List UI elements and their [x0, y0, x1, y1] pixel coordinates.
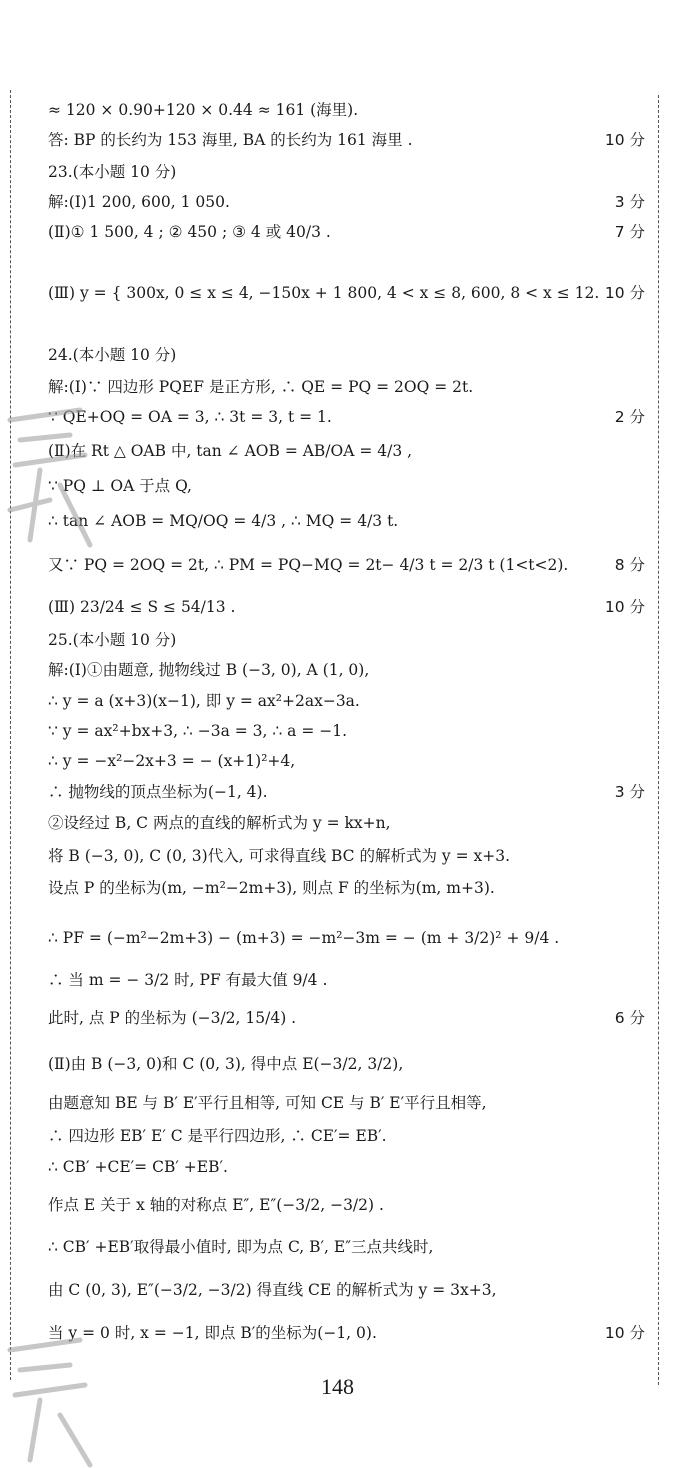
solution-line: 由 C (0, 3), E″(−3/2, −3/2) 得直线 CE 的解析式为 y = 3x+3,	[48, 1281, 497, 1299]
score-label: 10 分	[604, 1324, 645, 1342]
solution-line: ∵ PQ ⊥ OA 于点 Q,	[48, 477, 192, 495]
solution-line: ∴ 抛物线的顶点坐标为(−1, 4).	[48, 783, 268, 801]
score-label: 7 分	[614, 223, 645, 241]
solution-line: ∵ y = ax²+bx+3, ∴ −3a = 3, ∴ a = −1.	[48, 722, 348, 740]
solution-line: 由题意知 BE 与 B′ E′平行且相等, 可知 CE 与 B′ E′平行且相等,	[48, 1094, 487, 1112]
solution-line: ∴ CB′ +CE′= CB′ +EB′.	[48, 1158, 228, 1176]
solution-line: ②设经过 B, C 两点的直线的解析式为 y = kx+n,	[48, 814, 391, 832]
solution-line: ∴ y = −x²−2x+3 = − (x+1)²+4,	[48, 752, 296, 770]
solution-line: 作点 E 关于 x 轴的对称点 E″, E″(−3/2, −3/2) .	[48, 1196, 384, 1214]
solution-line: ∴ tan ∠ AOB = MQ/OQ = 4/3 , ∴ MQ = 4/3 t.	[48, 512, 399, 530]
solution-line: ∴ PF = (−m²−2m+3) − (m+3) = −m²−3m = − (m + 3/2)² + 9/4 .	[48, 929, 560, 947]
solution-line: ∴ 四边形 EB′ E′ C 是平行四边形, ∴ CE′= EB′.	[48, 1127, 387, 1145]
score-label: 6 分	[614, 1009, 645, 1027]
solution-line: ∵ QE+OQ = OA = 3, ∴ 3t = 3, t = 1.	[48, 408, 332, 426]
solution-line: 此时, 点 P 的坐标为 (−3/2, 15/4) .	[48, 1009, 297, 1027]
solution-line: 24.(本小题 10 分)	[48, 346, 177, 364]
solution-line: 23.(本小题 10 分)	[48, 163, 177, 181]
solution-line: 解:(Ⅰ)∵ 四边形 PQEF 是正方形, ∴ QE = PQ = 2OQ = 2t.	[48, 378, 474, 396]
score-label: 8 分	[614, 556, 645, 574]
solution-line: ∴ 当 m = − 3/2 时, PF 有最大值 9/4 .	[48, 971, 328, 989]
score-label: 10 分	[604, 131, 645, 149]
solution-line: ∴ y = a (x+3)(x−1), 即 y = ax²+2ax−3a.	[48, 692, 360, 710]
score-label: 3 分	[614, 193, 645, 211]
solution-line: 25.(本小题 10 分)	[48, 631, 177, 649]
score-label: 10 分	[604, 598, 645, 616]
solution-line: 解:(Ⅰ)1 200, 600, 1 050.	[48, 193, 230, 211]
solution-line: 设点 P 的坐标为(m, −m²−2m+3), 则点 F 的坐标为(m, m+3).	[48, 879, 495, 897]
solution-line: 答: BP 的长约为 153 海里, BA 的长约为 161 海里 .	[48, 131, 413, 149]
solution-line: (Ⅱ)由 B (−3, 0)和 C (0, 3), 得中点 E(−3/2, 3/2),	[48, 1055, 404, 1073]
right-dashed-line	[658, 95, 659, 1385]
solution-line: 当 y = 0 时, x = −1, 即点 B′的坐标为(−1, 0).	[48, 1324, 377, 1342]
solution-line: 将 B (−3, 0), C (0, 3)代入, 可求得直线 BC 的解析式为 y = x+3.	[48, 847, 511, 865]
solution-line: (Ⅲ) y = { 300x, 0 ≤ x ≤ 4, −150x + 1 800, 4 < x ≤ 8, 600, 8 < x ≤ 12.	[48, 284, 600, 302]
left-binding-dashed-line	[10, 90, 11, 1380]
score-label: 10 分	[604, 284, 645, 302]
score-label: 3 分	[614, 783, 645, 801]
solution-line: ≈ 120 × 0.90+120 × 0.44 ≈ 161 (海里).	[48, 101, 359, 119]
score-label: 2 分	[614, 408, 645, 426]
solution-line: 解:(Ⅰ)①由题意, 抛物线过 B (−3, 0), A (1, 0),	[48, 661, 370, 679]
solution-line: 又∵ PQ = 2OQ = 2t, ∴ PM = PQ−MQ = 2t− 4/3 t = 2/3 t (1<t<2).	[48, 556, 569, 574]
solution-line: (Ⅲ) 23/24 ≤ S ≤ 54/13 .	[48, 598, 236, 616]
solution-line: ∴ CB′ +EB′取得最小值时, 即为点 C, B′, E″三点共线时,	[48, 1238, 434, 1256]
solution-line: (Ⅱ)① 1 500, 4 ; ② 450 ; ③ 4 或 40/3 .	[48, 223, 331, 241]
solution-line: (Ⅱ)在 Rt △ OAB 中, tan ∠ AOB = AB/OA = 4/3 ,	[48, 442, 413, 460]
page-number: 148	[321, 1374, 354, 1399]
